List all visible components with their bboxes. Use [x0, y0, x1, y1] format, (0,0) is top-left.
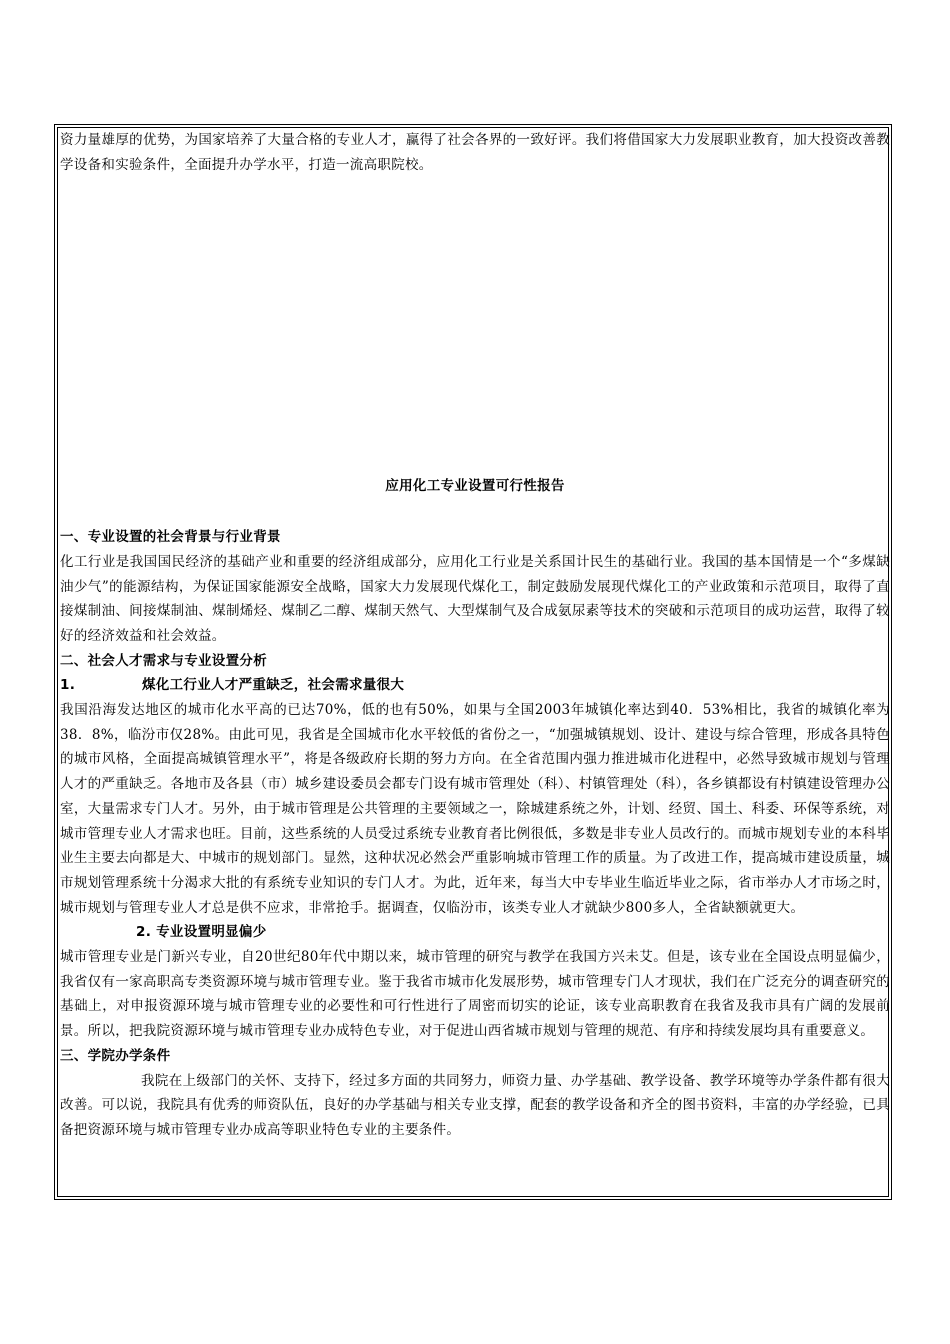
- subsection-2-1-heading: [60, 673, 890, 698]
- blank-space: [60, 177, 890, 474]
- report-title: 应用化工专业设置可行性报告: [385, 478, 565, 495]
- subsection-2-1-number: 1.: [60, 677, 76, 694]
- intro-paragraph: 资力量雄厚的优势，为国家培养了大量合格的专业人才，赢得了社会各界的一致好评。我们将借国家大力发展职业教育，加大投资改善教学设备和实验条件，全面提升办学水平，打造一流高职院校。: [60, 132, 890, 173]
- subsection-2-2-body: 城市管理专业是门新兴专业，自20世纪80年代中期以来，城市管理的研究与教学在我国方兴未艾。但是，该专业在全国设点明显偏少，我省仅有一家高职高专类资源环境与城市管理专业。鉴于我省市城市化发展形势，城市管理专门人才现状，我们在广泛充分的调查研究的基础上，对申报资源环境与城市管理专业的必要性和可行性进行了周密而切实的论证，该专业高职教育在我省及我市具有广阔的发展前景。所以，把我院资源环境与城市管理专业办成特色专业，对于促进山西省城市规划与管理的规范、有序和持续发展均具有重要意义。: [60, 949, 890, 1040]
- section-1-body: 化工行业是我国国民经济的基础产业和重要的经济组成部分，应用化工行业是关系国计民生的基础行业。我国的基本国情是一个“多煤缺油少气”的能源结构，为保证国家能源安全战略，国家大力发展现代煤化工，制定鼓励发展现代煤化工的产业政策和示范项目，取得了直接煤制油、间接煤制油、煤制烯烃、煤制乙二醇、煤制天然气、大型煤制气及合成氨尿素等技术的突破和示范项目的成功运营，取得了较好的经济效益和社会效益。: [60, 553, 890, 644]
- title-spacer: [60, 499, 890, 525]
- section-2-heading: 二、社会人才需求与专业设置分析: [60, 652, 267, 669]
- section-1-heading: 一、专业设置的社会背景与行业背景: [60, 529, 281, 546]
- section-3-body: 我院在上级部门的关怀、支持下，经过多方面的共同努力，师资力量、办学基础、教学设备、教学环境等办学条件都有很大改善。可以说，我院具有优秀的师资队伍，良好的办学基础与相关专业支撑，配套的教学设备和齐全的图书资料，丰富的办学经验，已具备把资源环境与城市管理专业办成高等职业特色专业的主要条件。: [60, 1072, 890, 1138]
- subsection-2-2-heading: 2. 专业设置明显偏少: [136, 924, 267, 941]
- document-body: [60, 128, 890, 1143]
- subsection-2-1-body: 我国沿海发达地区的城市化水平高的已达70%，低的也有50%，如果与全国2003年城镇化率达到40．53%相比，我省的城镇化率为38．8%，临汾市仅28%。由此可见，我省是全国城市化水平较低的省份之一，“加强城镇规划、设计、建设与综合管理，形成各具特色的城市风格，全面提高城镇管理水平”，将是各级政府长期的努力方向。在全省范围内强力推进城市化进程中，必然导致城市规划与管理人才的严重缺乏。各地市及各县（市）城乡建设委员会都专门设有城市管理处（科）、村镇管理处（科），各乡镇都设有村镇建设管理办公室，大量需求专门人才。另外，由于城市管理是公共管理的主要领域之一，除城建系统之外，计划、经贸、国土、科委、环保等系统，对城市管理专业人才需求也旺。目前，这些系统的人员受过系统专业教育者比例很低，多数是非专业人员改行的。而城市规划专业的本科毕业生主要去向都是大、中城市的规划部门。显然，这种状况必然会严重影响城市管理工作的质量。为了改进工作，提高城市建设质量，城市规划管理系统十分渴求大批的有系统专业知识的专门人才。为此，近年来，每当大中专毕业生临近毕业之际，省市举办人才市场之时，城市规划与管理专业人才总是供不应求，非常抢手。据调查，仅临汾市，该类专业人才就缺少800多人，全省缺额就更大。: [60, 702, 890, 916]
- subsection-2-1-title: 煤化工行业人才严重缺乏，社会需求量很大: [142, 677, 405, 694]
- section-3-heading: 三、学院办学条件: [60, 1047, 171, 1064]
